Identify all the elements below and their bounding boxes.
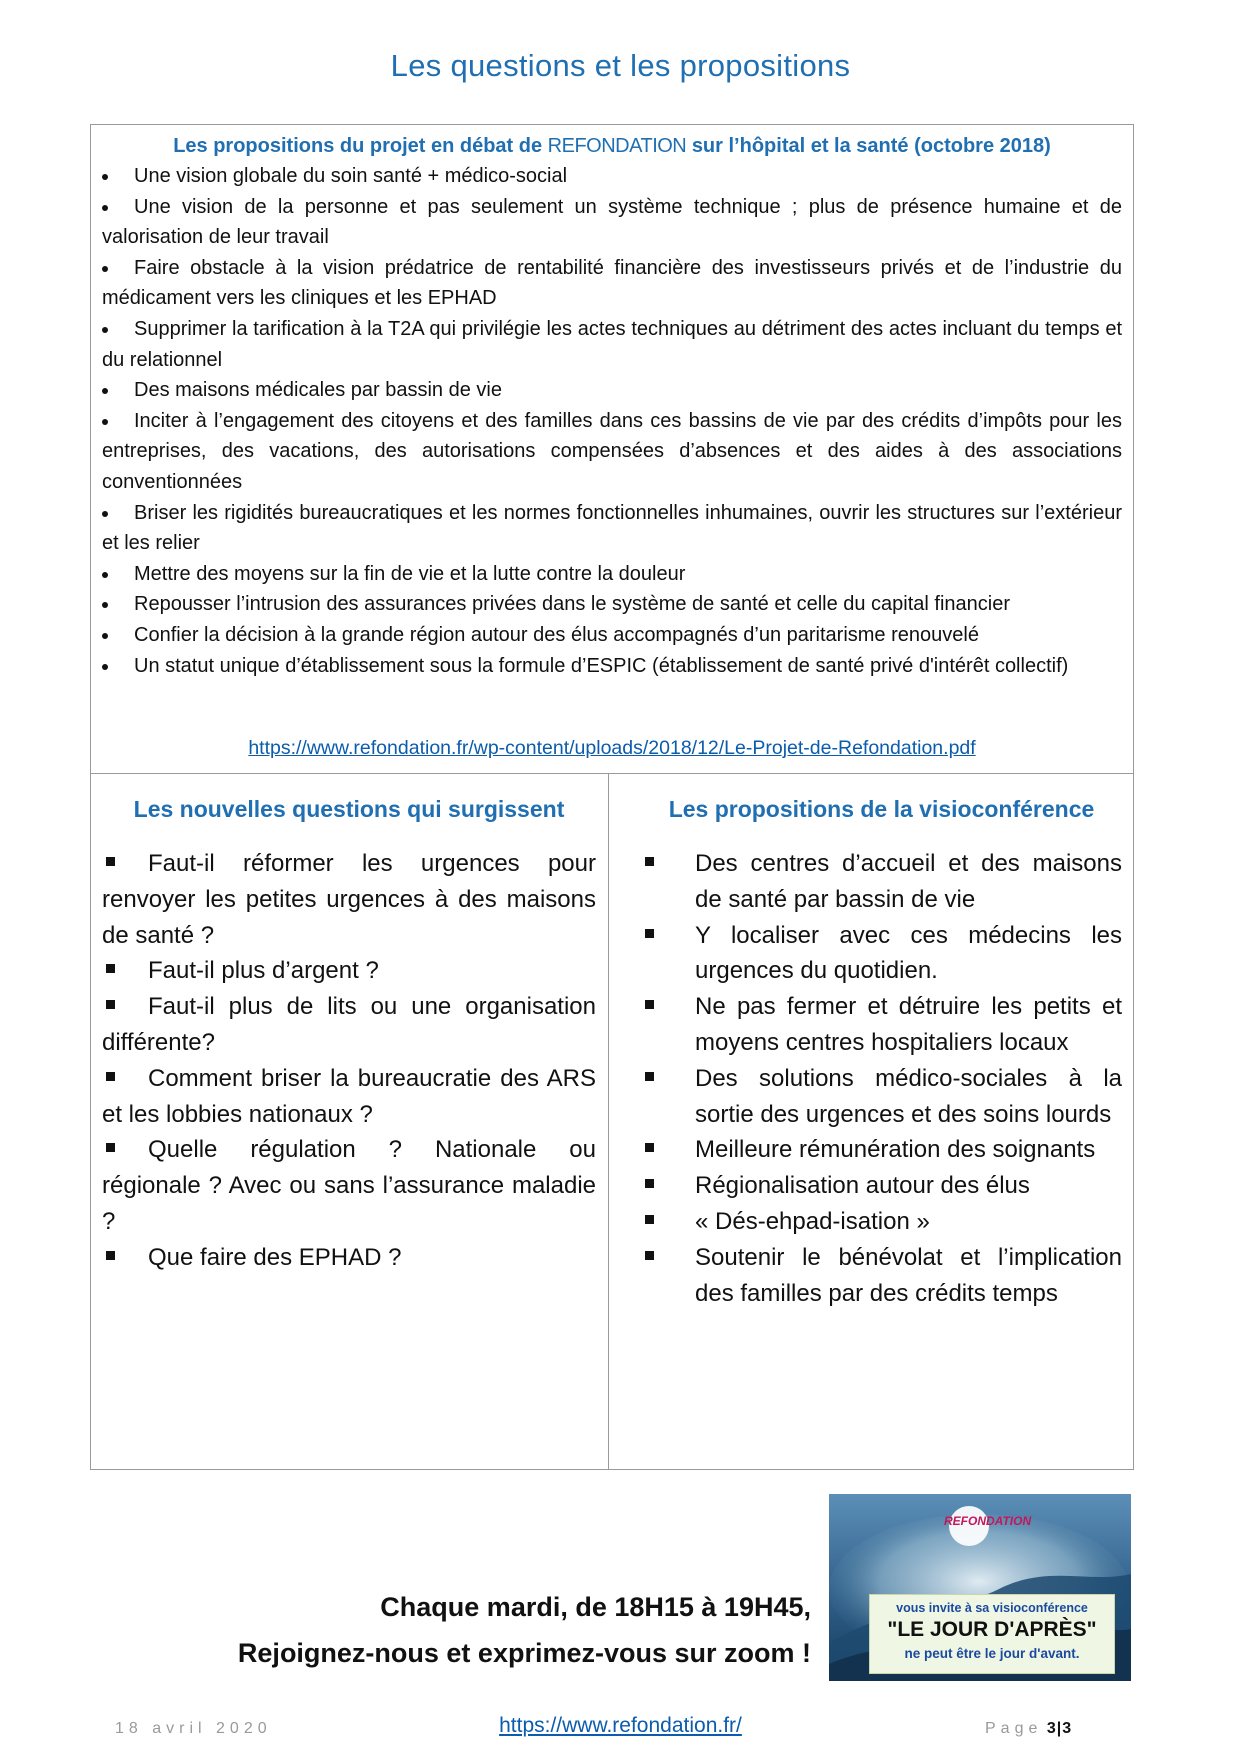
- square-bullet-icon: [106, 964, 115, 973]
- bullet-icon: [102, 572, 108, 578]
- bullet-icon: [102, 419, 108, 425]
- banner-tagline: ne peut être le jour d'avant.: [904, 1646, 1080, 1661]
- square-bullet-icon: [645, 1143, 654, 1152]
- bullet-icon: [102, 388, 108, 394]
- list-item: Que faire des EPHAD ?: [102, 1240, 596, 1276]
- heading-brand: REFONDATION: [547, 135, 687, 157]
- square-bullet-icon: [106, 1143, 115, 1152]
- square-bullet-icon: [645, 1072, 654, 1081]
- banner-title: "LE JOUR D'APRÈS": [887, 1618, 1097, 1641]
- new-questions-list: [102, 846, 596, 1276]
- bullet-icon: [102, 511, 108, 517]
- list-item: Mettre des moyens sur la fin de vie et la lutte contre la douleur: [102, 559, 1122, 590]
- join-zoom-text: Rejoignez-nous et exprimez-vous sur zoom !: [237, 1638, 811, 1668]
- square-bullet-icon: [106, 857, 115, 866]
- page-label: Page: [985, 1720, 1043, 1737]
- list-item: Repousser l’intrusion des assurances privées dans le système de santé et celle du capital financier: [102, 589, 1122, 620]
- list-item: Briser les rigidités bureaucratiques et les normes fonctionnelles inhumaines, ouvrir les structures sur l’extérieur et les relier: [102, 501, 1122, 555]
- list-item: Comment briser la bureaucratie des ARS et les lobbies nationaux ?: [102, 1064, 596, 1128]
- heading-text-before: Les propositions du projet en débat de: [173, 135, 543, 157]
- list-item: Une vision de la personne et pas seulement un système technique ; plus de présence humaine et de valorisation de leur travail: [102, 195, 1122, 249]
- list-item: Des solutions médico-sociales à la sortie des urgences et des soins lourds: [641, 1061, 1122, 1133]
- refondation-proposals-list: [102, 161, 1122, 681]
- new-questions-heading: Les nouvelles questions qui surgissent: [133, 796, 565, 822]
- list-item: « Dés-ehpad-isation »: [641, 1204, 1122, 1240]
- square-bullet-icon: [645, 1000, 654, 1009]
- bullet-icon: [102, 205, 108, 211]
- list-item: Des maisons médicales par bassin de vie: [102, 375, 1122, 406]
- new-questions-cell: [91, 774, 609, 1469]
- list-item: Des centres d’accueil et des maisons de santé par bassin de vie: [641, 846, 1122, 918]
- square-bullet-icon: [645, 1215, 654, 1224]
- bullet-icon: [102, 664, 108, 670]
- page-number: 3|3: [1046, 1720, 1073, 1737]
- square-bullet-icon: [106, 1000, 115, 1009]
- bullet-icon: [102, 602, 108, 608]
- square-bullet-icon: [645, 1251, 654, 1260]
- list-item: Faut-il réformer les urgences pour renvoyer les petites urgences à des maisons de santé ?: [102, 850, 596, 949]
- banner-logo-text: REFONDATION: [944, 1514, 1032, 1528]
- square-bullet-icon: [645, 1179, 654, 1188]
- videoconference-proposals-heading: Les propositions de la visioconférence: [668, 796, 1095, 822]
- square-bullet-icon: [645, 929, 654, 938]
- project-pdf-link[interactable]: https://www.refondation.fr/wp-content/uploads/2018/12/Le-Projet-de-Refondation.pdf: [248, 737, 976, 759]
- videoconference-banner-image: [829, 1494, 1131, 1681]
- banner-invite-line: vous invite à sa visioconférence: [896, 1601, 1088, 1615]
- content-table: [90, 124, 1134, 1470]
- videoconference-proposals-list: [641, 846, 1122, 1311]
- list-item: Une vision globale du soin santé + médico-social: [102, 161, 1122, 192]
- bullet-icon: [102, 266, 108, 272]
- refondation-proposals-heading: [102, 131, 1122, 161]
- footer-date: 18 avril 2020: [115, 1720, 272, 1737]
- videoconference-proposals-cell: [609, 774, 1133, 1469]
- square-bullet-icon: [645, 857, 654, 866]
- list-item: Ne pas fermer et détruire les petits et moyens centres hospitaliers locaux: [641, 989, 1122, 1061]
- list-item: Confier la décision à la grande région autour des élus accompagnés d’un paritarisme renouvelé: [102, 620, 1122, 651]
- list-item: Un statut unique d’établissement sous la formule d’ESPIC (établissement de santé privé d'intérêt collectif): [102, 651, 1122, 682]
- list-item: Régionalisation autour des élus: [641, 1168, 1122, 1204]
- bullet-icon: [102, 327, 108, 333]
- list-item: Faire obstacle à la vision prédatrice de rentabilité financière des investisseurs privés et de l’industrie du médicament vers les cliniques et les EPHAD: [102, 256, 1122, 310]
- list-item: Quelle régulation ? Nationale ou régionale ? Avec ou sans l’assurance maladie ?: [102, 1136, 596, 1235]
- footer-website-link[interactable]: https://www.refondation.fr/: [499, 1714, 742, 1737]
- footer-page-number: [985, 1720, 1072, 1738]
- bullet-icon: [102, 633, 108, 639]
- square-bullet-icon: [106, 1072, 115, 1081]
- refondation-proposals-cell: [91, 125, 1133, 774]
- list-item: Supprimer la tarification à la T2A qui privilégie les actes techniques au détriment des actes incluant du temps et du relationnel: [102, 317, 1122, 371]
- bullet-icon: [102, 174, 108, 180]
- list-item: Faut-il plus d’argent ?: [102, 953, 596, 989]
- list-item: Soutenir le bénévolat et l’implication des familles par des crédits temps: [641, 1240, 1122, 1312]
- page-title: Les questions et les propositions: [390, 48, 851, 83]
- banner-invite-box: [869, 1594, 1115, 1674]
- schedule-text: Chaque mardi, de 18H15 à 19H45,: [380, 1592, 811, 1622]
- heading-text-after: sur l’hôpital et la santé (octobre 2018): [691, 135, 1051, 157]
- square-bullet-icon: [106, 1251, 115, 1260]
- list-item: Faut-il plus de lits ou une organisation différente?: [102, 993, 596, 1056]
- list-item: Meilleure rémunération des soignants: [641, 1132, 1122, 1168]
- list-item: Inciter à l’engagement des citoyens et des familles dans ces bassins de vie par des crédits d’impôts pour les entreprises, des vacations, des autorisations compensées d’absences et des aides à des associations conventionnées: [102, 409, 1122, 493]
- list-item: Y localiser avec ces médecins les urgences du quotidien.: [641, 918, 1122, 990]
